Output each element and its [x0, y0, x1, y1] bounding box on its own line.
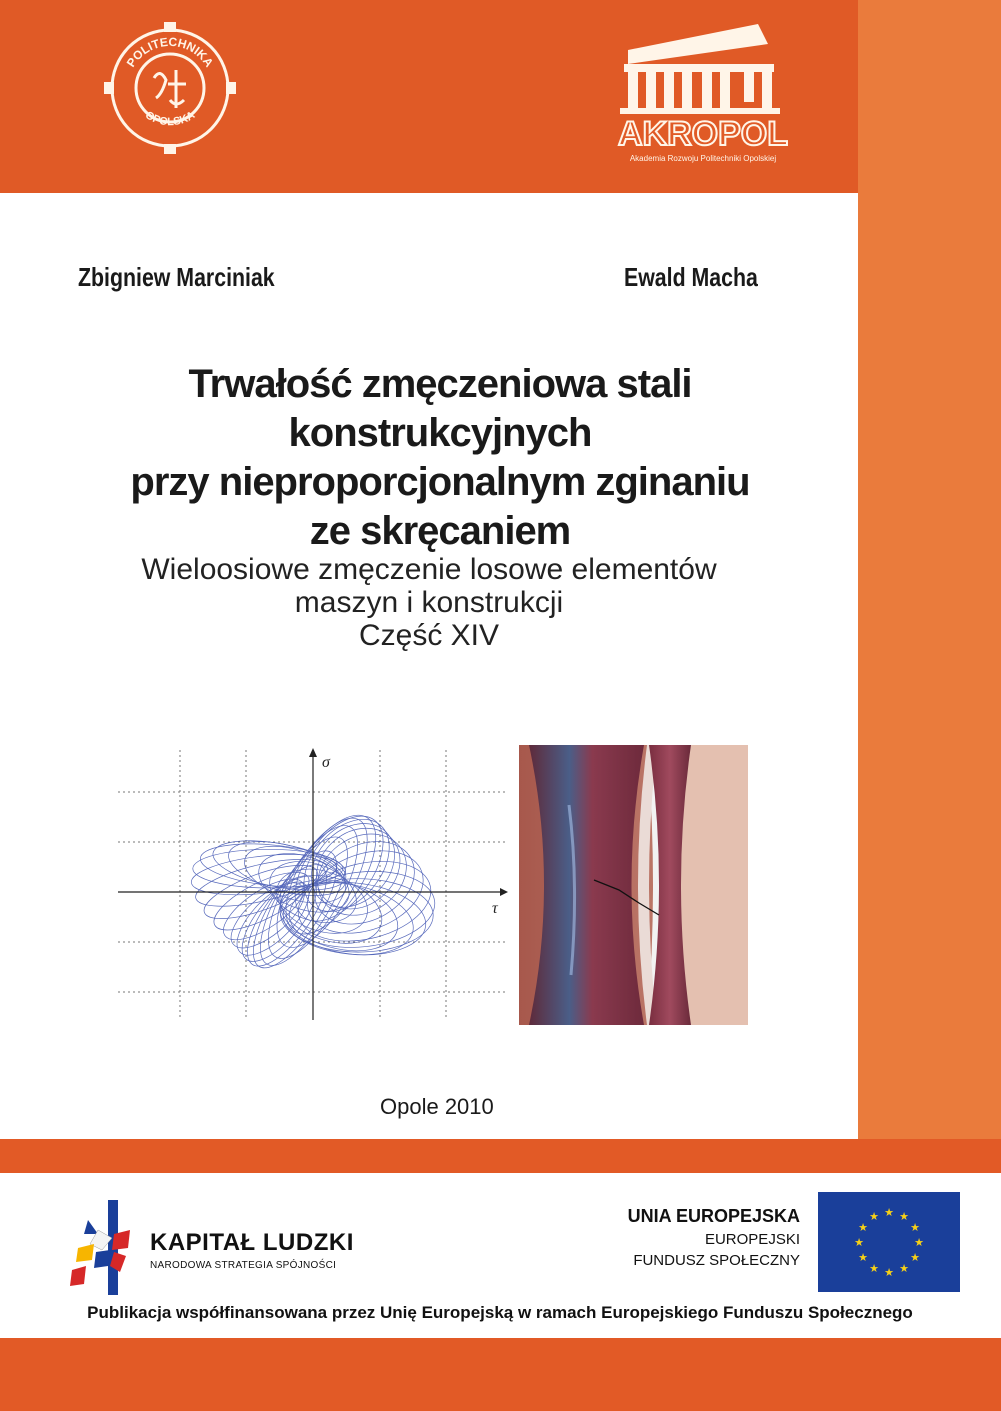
stress-path-figure: [110, 745, 515, 1025]
series-subtitle: [0, 553, 858, 652]
loading-path-curves: [189, 801, 439, 980]
eu-star-icon: ★: [899, 1262, 909, 1275]
specimen-photo: [519, 745, 748, 1025]
figure-grid: [118, 750, 505, 1020]
university-seal-logo: [100, 18, 240, 158]
title-line: Trwałość zmęczeniowa stali konstrukcyjnych: [188, 362, 692, 455]
author-2: Ewald Macha: [624, 262, 758, 292]
subtitle-line: Wieloosiowe zmęczenie losowe elementów: [141, 553, 717, 586]
title-line: przy nieproporcjonalnym zginaniu: [130, 460, 750, 504]
kapital-ludzki-title: KAPITAŁ LUDZKI: [150, 1229, 354, 1256]
eu-star-icon: ★: [884, 1266, 894, 1279]
eu-star-icon: ★: [869, 1262, 879, 1275]
subtitle-line: maszyn i konstrukcji: [294, 586, 564, 619]
subtitle-line: Część XIV: [358, 619, 500, 652]
y-axis-label: σ: [322, 754, 330, 771]
kapital-ludzki-logo: [68, 1200, 148, 1295]
eu-star-icon: ★: [858, 1221, 868, 1234]
eu-star-icon: ★: [858, 1251, 868, 1264]
x-axis-label: τ: [492, 900, 498, 917]
svg-text:OPOLSKA: OPOLSKA: [142, 109, 198, 129]
eu-star-icon: ★: [869, 1210, 879, 1223]
separator-band: [0, 1139, 1001, 1173]
eu-star-icon: ★: [910, 1221, 920, 1234]
eu-flag: [818, 1192, 960, 1292]
eu-fund-line-2: FUNDUSZ SPOŁECZNY: [633, 1252, 800, 1269]
title-line: ze skręcaniem: [309, 509, 571, 553]
kapital-ludzki-subtitle: NARODOWA STRATEGIA SPÓJNOŚCI: [150, 1260, 337, 1271]
eu-star-icon: ★: [899, 1210, 909, 1223]
book-title: [40, 360, 840, 556]
svg-text:Akademia Rozwoju Politechniki: Akademia Rozwoju Politechniki Opolskiej: [629, 154, 777, 163]
eu-star-icon: ★: [910, 1251, 920, 1264]
akropol-logo: [598, 20, 828, 170]
svg-text:AKROPOL: AKROPOL: [618, 115, 788, 153]
eu-star-icon: ★: [884, 1206, 894, 1219]
eu-star-icon: ★: [914, 1236, 924, 1249]
cofinancing-statement: Publikacja współfinansowana przez Unię Europejską w ramach Europejskiego Funduszu Społecznego: [87, 1303, 913, 1322]
eu-star-icon: ★: [854, 1236, 864, 1249]
svg-text:POLITECHNIKA: POLITECHNIKA: [123, 34, 217, 70]
eu-title: UNIA EUROPEJSKA: [627, 1206, 800, 1226]
place-year: Opole 2010: [380, 1094, 494, 1119]
eu-fund-line-1: EUROPEJSKI: [704, 1231, 800, 1248]
author-1: Zbigniew Marciniak: [78, 262, 275, 292]
footer-band: [0, 1338, 1001, 1411]
